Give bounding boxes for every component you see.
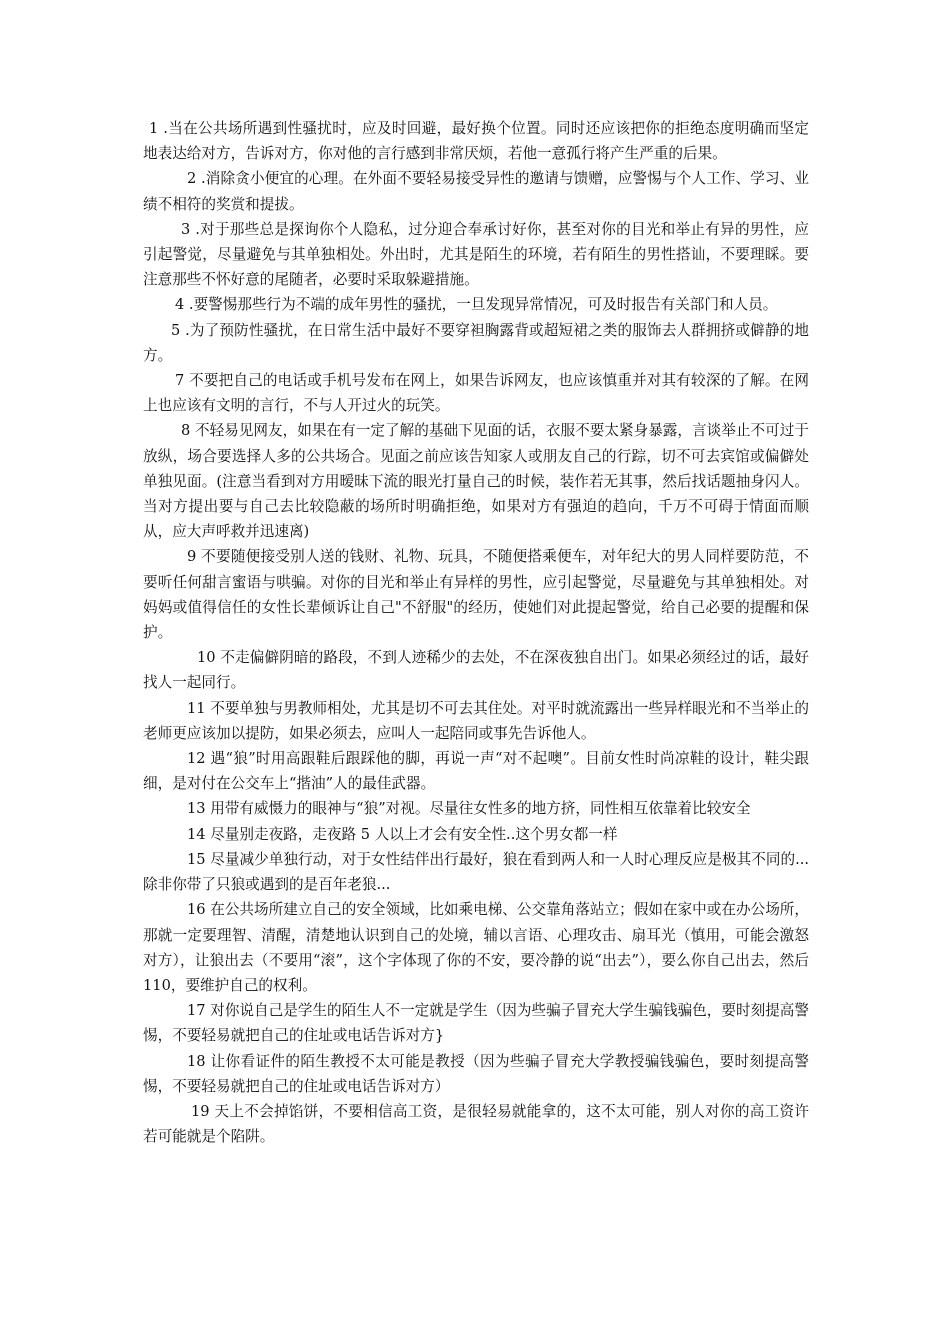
paragraph-1: 1 .当在公共场所遇到性骚扰时，应及时回避，最好换个位置。同时还应该把你的拒绝态度明确而坚定地表达给对方，告诉对方，你对他的言行感到非常厌烦，若他一意孤行将产生严重的后果。 — [143, 120, 809, 163]
paragraph-17: 17 对你说自己是学生的陌生人不一定就是学生（因为些骗子冒充大学生骗钱骗色，要时刻提高警惕，不要轻易就把自己的住址或电话告诉对方} — [143, 1002, 809, 1045]
paragraph-2: 2 .消除贪小便宜的心理。在外面不要轻易接受异性的邀请与馈赠，应警惕与个人工作、学习、业绩不相符的奖赏和提拔。 — [143, 170, 809, 213]
paragraph-15: 15 尽量减少单独行动，对于女性结伴出行最好，狼在看到两人和一人时心理反应是极其不同的...除非你带了只狼或遇到的是百年老狼... — [143, 850, 809, 894]
paragraph-18: 18 让你看证件的陌生教授不太可能是教授（因为些骗子冒充大学教授骗钱骗色，要时刻提高警惕，不要轻易就把自己的住址或电话告诉对方） — [143, 1052, 809, 1095]
paragraph-16: 16 在公共场所建立自己的安全领域，比如乘电梯、公交靠角落站立；假如在家中或在办公场所，那就一定要理智、清醒，清楚地认识到自己的处境，辅以言语、心理攻击、扇耳光（慎用，可能会激怒对方），让狼出去（不要用“滚”，这个字体现了你的不安，要冷静的说“出去”），要么你自己出去，然后 110，要维护自己的权利。 — [143, 901, 809, 994]
document-page — [143, 116, 809, 1149]
paragraph-9: 9 不要随便接受别人送的钱财、礼物、玩具，不随便搭乘便车，对年纪大的男人同样要防范，不要听任何甜言蜜语与哄骗。对你的目光和举止有异样的男性，应引起警觉，尽量避免与其单独相处。对妈妈或值得信任的女性长辈倾诉让自己"不舒服"的经历，使她们对此提起警觉，给自己必要的提醒和保护。 — [143, 548, 809, 642]
paragraph-12: 12 遇“狼”时用高跟鞋后跟踩他的脚，再说一声“对不起噢”。目前女性时尚凉鞋的设计，鞋尖跟细，是对付在公交车上“揩油”人的最佳武器。 — [143, 750, 809, 793]
paragraph-7: 7 不要把自己的电话或手机号发布在网上，如果告诉网友，也应该慎重并对其有较深的了解。在网上也应该有文明的言行，不与人开过火的玩笑。 — [143, 372, 809, 415]
paragraph-11: 11 不要单独与男教师相处，尤其是切不可去其住处。对平时就流露出一些异样眼光和不当举止的老师更应该加以提防，如果必须去，应叫人一起陪同或事先告诉他人。 — [143, 699, 809, 742]
paragraph-19: 19 天上不会掉馅饼，不要相信高工资，是很轻易就能拿的，这不太可能，别人对你的高工资许若可能就是个陷阱。 — [143, 1102, 809, 1146]
paragraph-4: 4 .要警惕那些行为不端的成年男性的骚扰，一旦发现异常情况，可及时报告有关部门和人员。 — [175, 296, 778, 314]
paragraph-3: 3 .对于那些总是探询你个人隐私，过分迎合奉承讨好你，甚至对你的目光和举止有异的男性，应引起警觉，尽量避免与其单独相处。外出时，尤其是陌生的环境，若有陌生的男性搭讪，不要理睬。要注意那些不怀好意的尾随者，必要时采取躲避措施。 — [143, 220, 809, 289]
paragraph-8: 8 不轻易见网友，如果在有一定了解的基础下见面的话，衣服不要太紧身暴露，言谈举止不可过于放纵，场合要选择人多的公共场合。见面之前应该告知家人或朋友自己的行踪，切不可去宾馆或偏僻处单独见面。(注意当看到对方用暧昧下流的眼光打量自己的时候，装作若无其事，然后找话题抽身闪人。当对方提出要与自己去比较隐蔽的场所时明确拒绝，如果对方有强迫的趋向，千万不可碍于情面而顺从，应大声呼救并迅速离) — [143, 422, 809, 541]
paragraph-10: 10 不走偏僻阴暗的路段，不到人迹稀少的去处，不在深夜独自出门。如果必须经过的话，最好找人一起同行。 — [143, 649, 809, 692]
paragraph-5: 5 .为了预防性骚扰，在日常生活中最好不要穿袒胸露背或超短裙之类的服饰去人群拥挤或僻静的地方。 — [143, 321, 809, 364]
paragraph-14: 14 尽量别走夜路，走夜路 5 人以上才会有安全性..这个男女都一样 — [187, 825, 618, 843]
paragraph-13: 13 用带有威慑力的眼神与“狼”对视。尽量往女性多的地方挤，同性相互依靠着比较安全 — [187, 800, 751, 818]
